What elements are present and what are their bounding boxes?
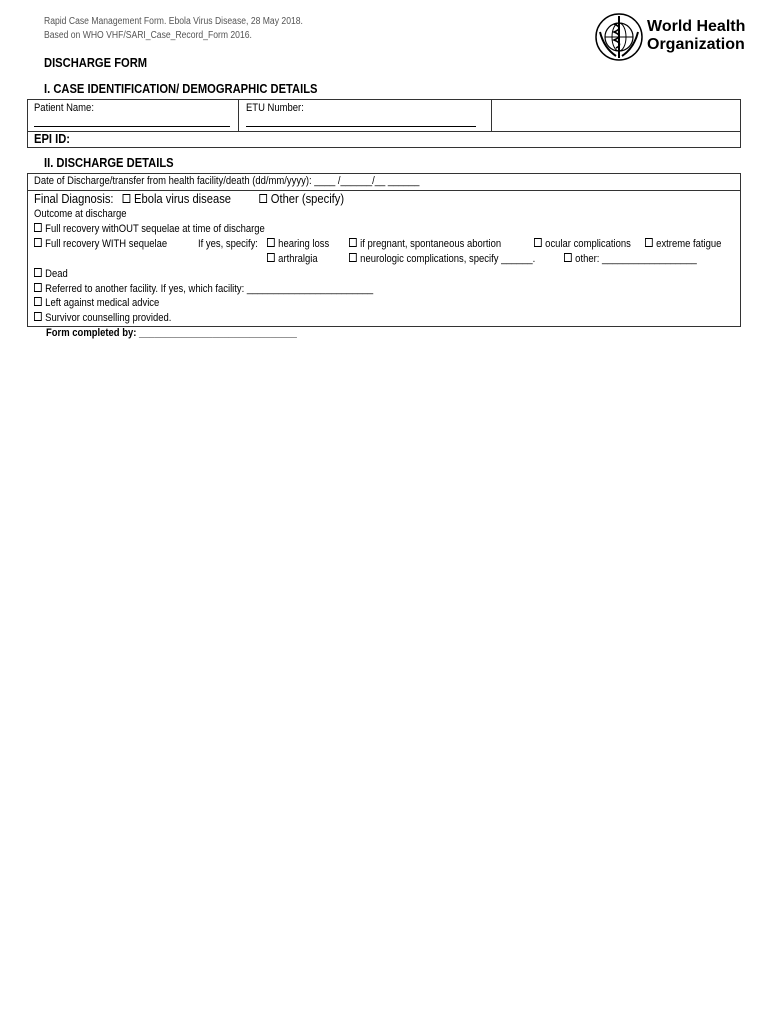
pregnant-abortion-option [349, 238, 526, 250]
neurologic-checkbox[interactable] [349, 253, 357, 262]
final-diagnosis-row [34, 191, 395, 206]
section-1-title: I. CASE IDENTIFICATION/ DEMOGRAPHIC DETAILS [44, 81, 318, 96]
final-diagnosis-label: Final Diagnosis: [34, 191, 114, 206]
identification-row [28, 100, 740, 132]
other-complication-checkbox[interactable] [564, 253, 572, 262]
ebola-diagnosis-checkbox[interactable] [123, 194, 131, 203]
discharge-date-row [28, 174, 740, 191]
arthralgia-checkbox[interactable] [267, 253, 275, 262]
full-recovery-with-option [34, 238, 189, 250]
patient-name-label: Patient Name: [34, 102, 94, 114]
full-recovery-with-checkbox[interactable] [34, 238, 42, 247]
patient-name-field[interactable] [34, 126, 230, 127]
hearing-loss-checkbox[interactable] [267, 238, 275, 247]
referred-checkbox[interactable] [34, 283, 42, 292]
case-identification-table [27, 99, 741, 148]
left-against-advice-option [34, 297, 180, 309]
epi-id-label: EPI ID: [34, 131, 71, 146]
referred-label: Referred to another facility. If yes, which facility: ________________________ [45, 283, 374, 295]
pregnant-abortion-checkbox[interactable] [349, 238, 357, 247]
arthralgia-label: arthralgia [278, 253, 318, 265]
outcome-label: Outcome at discharge [34, 208, 127, 220]
survivor-counselling-checkbox[interactable] [34, 312, 42, 321]
fatigue-checkbox[interactable] [645, 238, 653, 247]
discharge-details-table [27, 173, 741, 327]
survivor-counselling-option [34, 312, 194, 324]
pregnant-abortion-label: if pregnant, spontaneous abortion [360, 238, 502, 250]
hearing-loss-label: hearing loss [278, 238, 330, 250]
if-yes-specify-label: If yes, specify: [198, 238, 258, 250]
other-diagnosis-checkbox[interactable] [260, 194, 268, 203]
fatigue-option [645, 238, 734, 250]
full-recovery-without-label: Full recovery withOUT sequelae at time of discharge [45, 223, 265, 235]
form-header-line-1: Rapid Case Management Form. Ebola Virus Disease, 28 May 2018. [44, 16, 303, 27]
referred-option [34, 283, 428, 295]
full-recovery-without-option [34, 223, 302, 235]
left-against-advice-label: Left against medical advice [45, 297, 160, 309]
logo-text-line-1: World Health [647, 18, 746, 35]
who-logo [594, 12, 744, 62]
form-title: DISCHARGE FORM [44, 55, 148, 70]
fatigue-label: extreme fatigue [656, 238, 722, 250]
discharge-date-label[interactable]: Date of Discharge/transfer from health facility/death (dd/mm/yyyy): ____ /______/__ ______ [34, 175, 420, 187]
full-recovery-without-checkbox[interactable] [34, 223, 42, 232]
ebola-diagnosis-label: Ebola virus disease [134, 191, 232, 206]
neurologic-option [349, 253, 566, 265]
ocular-checkbox[interactable] [534, 238, 542, 247]
dead-checkbox[interactable] [34, 268, 42, 277]
column-divider [238, 100, 239, 131]
form-header-line-2: Based on WHO VHF/SARI_Case_Record_Form 2016. [44, 30, 252, 41]
other-complication-option [564, 253, 718, 265]
full-recovery-with-label: Full recovery WITH sequelae [45, 238, 168, 250]
logo-text-line-2: Organization [647, 36, 745, 53]
ocular-label: ocular complications [545, 238, 631, 250]
neurologic-label: neurologic complications, specify ______. [360, 253, 536, 265]
hearing-loss-option [267, 238, 339, 250]
survivor-counselling-label: Survivor counselling provided. [45, 312, 172, 324]
arthralgia-option [267, 253, 326, 265]
dead-option [34, 268, 73, 280]
blank-cell[interactable] [492, 100, 740, 131]
section-2-title: II. DISCHARGE DETAILS [44, 155, 174, 170]
other-complication-label: other: __________________ [575, 253, 697, 265]
who-emblem-icon [594, 12, 644, 62]
dead-label: Dead [45, 268, 68, 280]
left-against-advice-checkbox[interactable] [34, 297, 42, 306]
ocular-option [534, 238, 647, 250]
etu-number-field[interactable] [246, 126, 476, 127]
form-completed-by[interactable]: Form completed by: ______________________________ [46, 327, 297, 339]
other-diagnosis-label: Other (specify) [270, 191, 345, 206]
etu-number-label: ETU Number: [246, 102, 304, 114]
